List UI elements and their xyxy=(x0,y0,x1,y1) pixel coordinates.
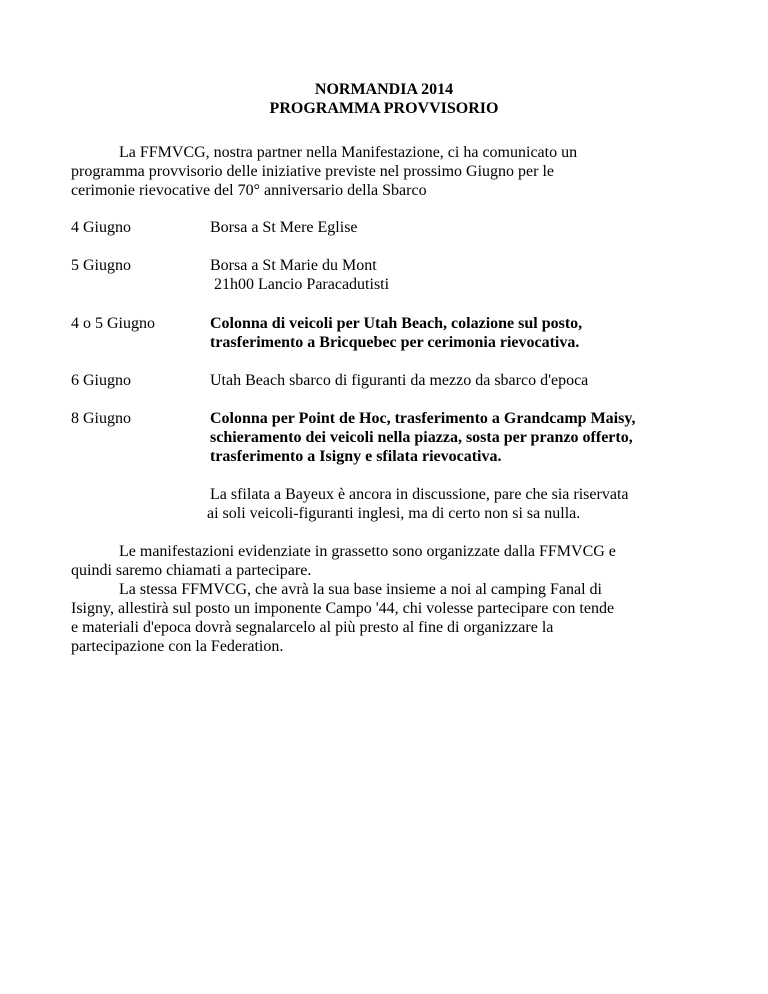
schedule-event-highlighted xyxy=(210,409,635,466)
schedule-event-line: Utah Beach sbarco di figuranti da mezzo da sbarco d'epoca xyxy=(210,372,589,389)
schedule-event-highlighted xyxy=(210,314,582,352)
document-subtitle: PROGRAMMA PROVVISORIO xyxy=(269,100,499,117)
schedule-event-line: trasferimento a Bricquebec per cerimonia rievocativa. xyxy=(210,334,580,351)
schedule-event-line: Borsa a St Mere Eglise xyxy=(210,219,358,236)
schedule-event xyxy=(210,371,588,390)
note-line: La sfilata a Bayeux è ancora in discussione, pare che sia riservata xyxy=(210,486,629,503)
intro-line: cerimonie rievocative del 70° anniversario della Sbarco xyxy=(71,182,427,199)
intro-line: La FFMVCG, nostra partner nella Manifestazione, ci ha comunicato un xyxy=(119,144,578,161)
closing-paragraph xyxy=(71,542,711,656)
document-title: NORMANDIA 2014 xyxy=(314,81,454,98)
closing-line: Isigny, allestirà sul posto un imponente Campo '44, chi volesse partecipare con tende xyxy=(71,600,615,617)
closing-line: quindi saremo chiamati a partecipare. xyxy=(71,562,312,579)
intro-paragraph xyxy=(71,143,711,200)
closing-line: Le manifestazioni evidenziate in grassetto sono organizzate dalla FFMVCG e xyxy=(119,543,616,560)
schedule-date: 6 Giugno xyxy=(71,372,131,389)
schedule-event xyxy=(210,256,389,294)
bayeux-note xyxy=(207,485,629,523)
closing-line: e materiali d'epoca dovrà segnalarcelo al più presto al fine di organizzare la xyxy=(71,619,554,636)
intro-line: programma provvisorio delle iniziative previste nel prossimo Giugno per le xyxy=(71,163,554,180)
closing-line: La stessa FFMVCG, che avrà la sua base insieme a noi al camping Fanal di xyxy=(119,581,602,598)
schedule-event-line: schieramento dei veicoli nella piazza, sosta per pranzo offerto, xyxy=(210,429,633,446)
note-line: ai soli veicoli-figuranti inglesi, ma di certo non si sa nulla. xyxy=(207,505,581,522)
schedule-event-line: Colonna di veicoli per Utah Beach, colazione sul posto, xyxy=(210,315,583,332)
schedule-date: 5 Giugno xyxy=(71,257,131,274)
schedule-event-line: 21h00 Lancio Paracadutisti xyxy=(210,276,390,293)
schedule-date: 4 o 5 Giugno xyxy=(71,315,155,332)
schedule-event-line: Borsa a St Marie du Mont xyxy=(210,257,377,274)
schedule-event xyxy=(210,218,358,237)
schedule-event-line: Colonna per Point de Hoc, trasferimento a Grandcamp Maisy, xyxy=(210,410,636,427)
closing-line: partecipazione con la Federation. xyxy=(71,638,284,655)
schedule-event-line: trasferimento a Isigny e sfilata rievocativa. xyxy=(210,448,502,465)
schedule-date: 8 Giugno xyxy=(71,410,131,427)
schedule-date: 4 Giugno xyxy=(71,219,131,236)
